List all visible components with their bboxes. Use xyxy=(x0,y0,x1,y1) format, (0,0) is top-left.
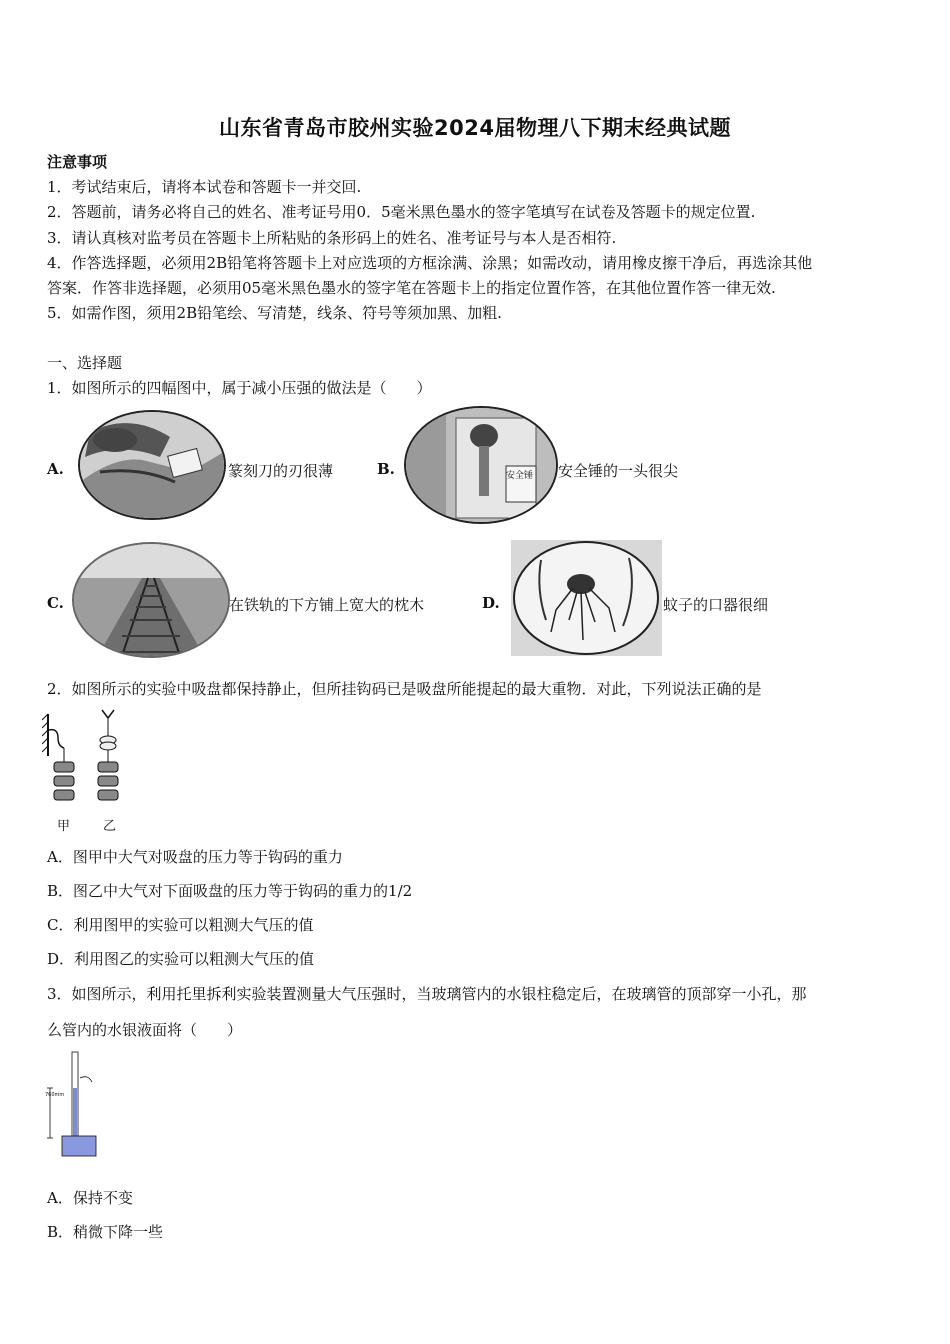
page-title: 山东省青岛市胶州实验2024届物理八下期末经典试题 xyxy=(219,116,731,140)
q2-option-a: A．图甲中大气对吸盘的压力等于钩码的重力 xyxy=(47,848,343,866)
hammer-sign-label: 安全锤 xyxy=(506,471,534,481)
q2-option-b: B．图乙中大气对下面吸盘的压力等于钩码的重力的1/2 xyxy=(47,882,413,900)
notice-item: 2．答题前，请务必将自己的姓名、准考证号用0．5毫米黑色墨水的签字笔填写在试卷及答题卡的规定位置. xyxy=(47,203,756,221)
mosquito-image xyxy=(511,540,662,656)
notice-item: 4．作答选择题，必须用2B铅笔将答题卡上对应选项的方框涂满、涂黑；如需改动，请用橡皮擦干净后，再选涂其他 xyxy=(47,254,813,272)
q3-option-b: B．稍微下降一些 xyxy=(47,1223,164,1241)
q1-option-d-letter: D. xyxy=(482,594,500,612)
q1-option-b-letter: B. xyxy=(377,460,395,478)
q2-option-c: C．利用图甲的实验可以粗测大气压的值 xyxy=(47,916,314,934)
carving-knife-image xyxy=(78,410,226,520)
section-heading: 一、选择题 xyxy=(47,354,123,372)
fig-label-jia: 甲 xyxy=(57,819,71,834)
safety-hammer-image xyxy=(404,406,558,524)
notice-item: 5．如需作图，须用2B铅笔绘、写清楚，线条、符号等须加黑、加粗. xyxy=(47,304,502,322)
notice-item: 1．考试结束后，请将本试卷和答题卡一并交回. xyxy=(47,178,362,196)
railway-sleepers-image xyxy=(72,542,230,658)
q3-option-a: A．保持不变 xyxy=(47,1189,133,1207)
torricelli-apparatus-figure xyxy=(44,1048,100,1158)
notice-item: 答案．作答非选择题，必须用05毫米黑色墨水的签字笔在答题卡上的指定位置作答，在其他位置作答一律无效. xyxy=(47,279,776,297)
q1-stem: 1．如图所示的四幅图中，属于减小压强的做法是（ ） xyxy=(47,379,432,397)
q1-option-a-letter: A. xyxy=(47,460,64,478)
fig-label-yi: 乙 xyxy=(103,819,117,834)
q1-option-a-text: 篆刻刀的刃很薄 xyxy=(228,462,334,480)
q1-option-d-text: 蚊子的口器很细 xyxy=(663,596,769,614)
q1-option-b-text: 安全锤的一头很尖 xyxy=(558,462,679,480)
q3-stem-line1: 3．如图所示，利用托里拆利实验装置测量大气压强时，当玻璃管内的水银柱稳定后，在玻璃管的顶部穿一小孔，那 xyxy=(47,985,807,1003)
fig-height-label: 760mm xyxy=(45,1092,65,1098)
notice-heading: 注意事项 xyxy=(47,153,108,171)
q1-option-c-text: 在铁轨的下方铺上宽大的枕木 xyxy=(229,596,425,614)
q1-option-c-letter: C. xyxy=(47,594,64,612)
q3-stem-line2: 么管内的水银液面将（ ） xyxy=(47,1021,243,1039)
suction-cup-figure xyxy=(42,706,132,818)
q2-option-d: D．利用图乙的实验可以粗测大气压的值 xyxy=(47,950,315,968)
notice-item: 3．请认真核对监考员在答题卡上所粘贴的条形码上的姓名、准考证号与本人是否相符. xyxy=(47,229,617,247)
q2-stem: 2．如图所示的实验中吸盘都保持静止，但所挂钩码已是吸盘所能提起的最大重物．对此，下列说法正确的是 xyxy=(47,680,762,698)
